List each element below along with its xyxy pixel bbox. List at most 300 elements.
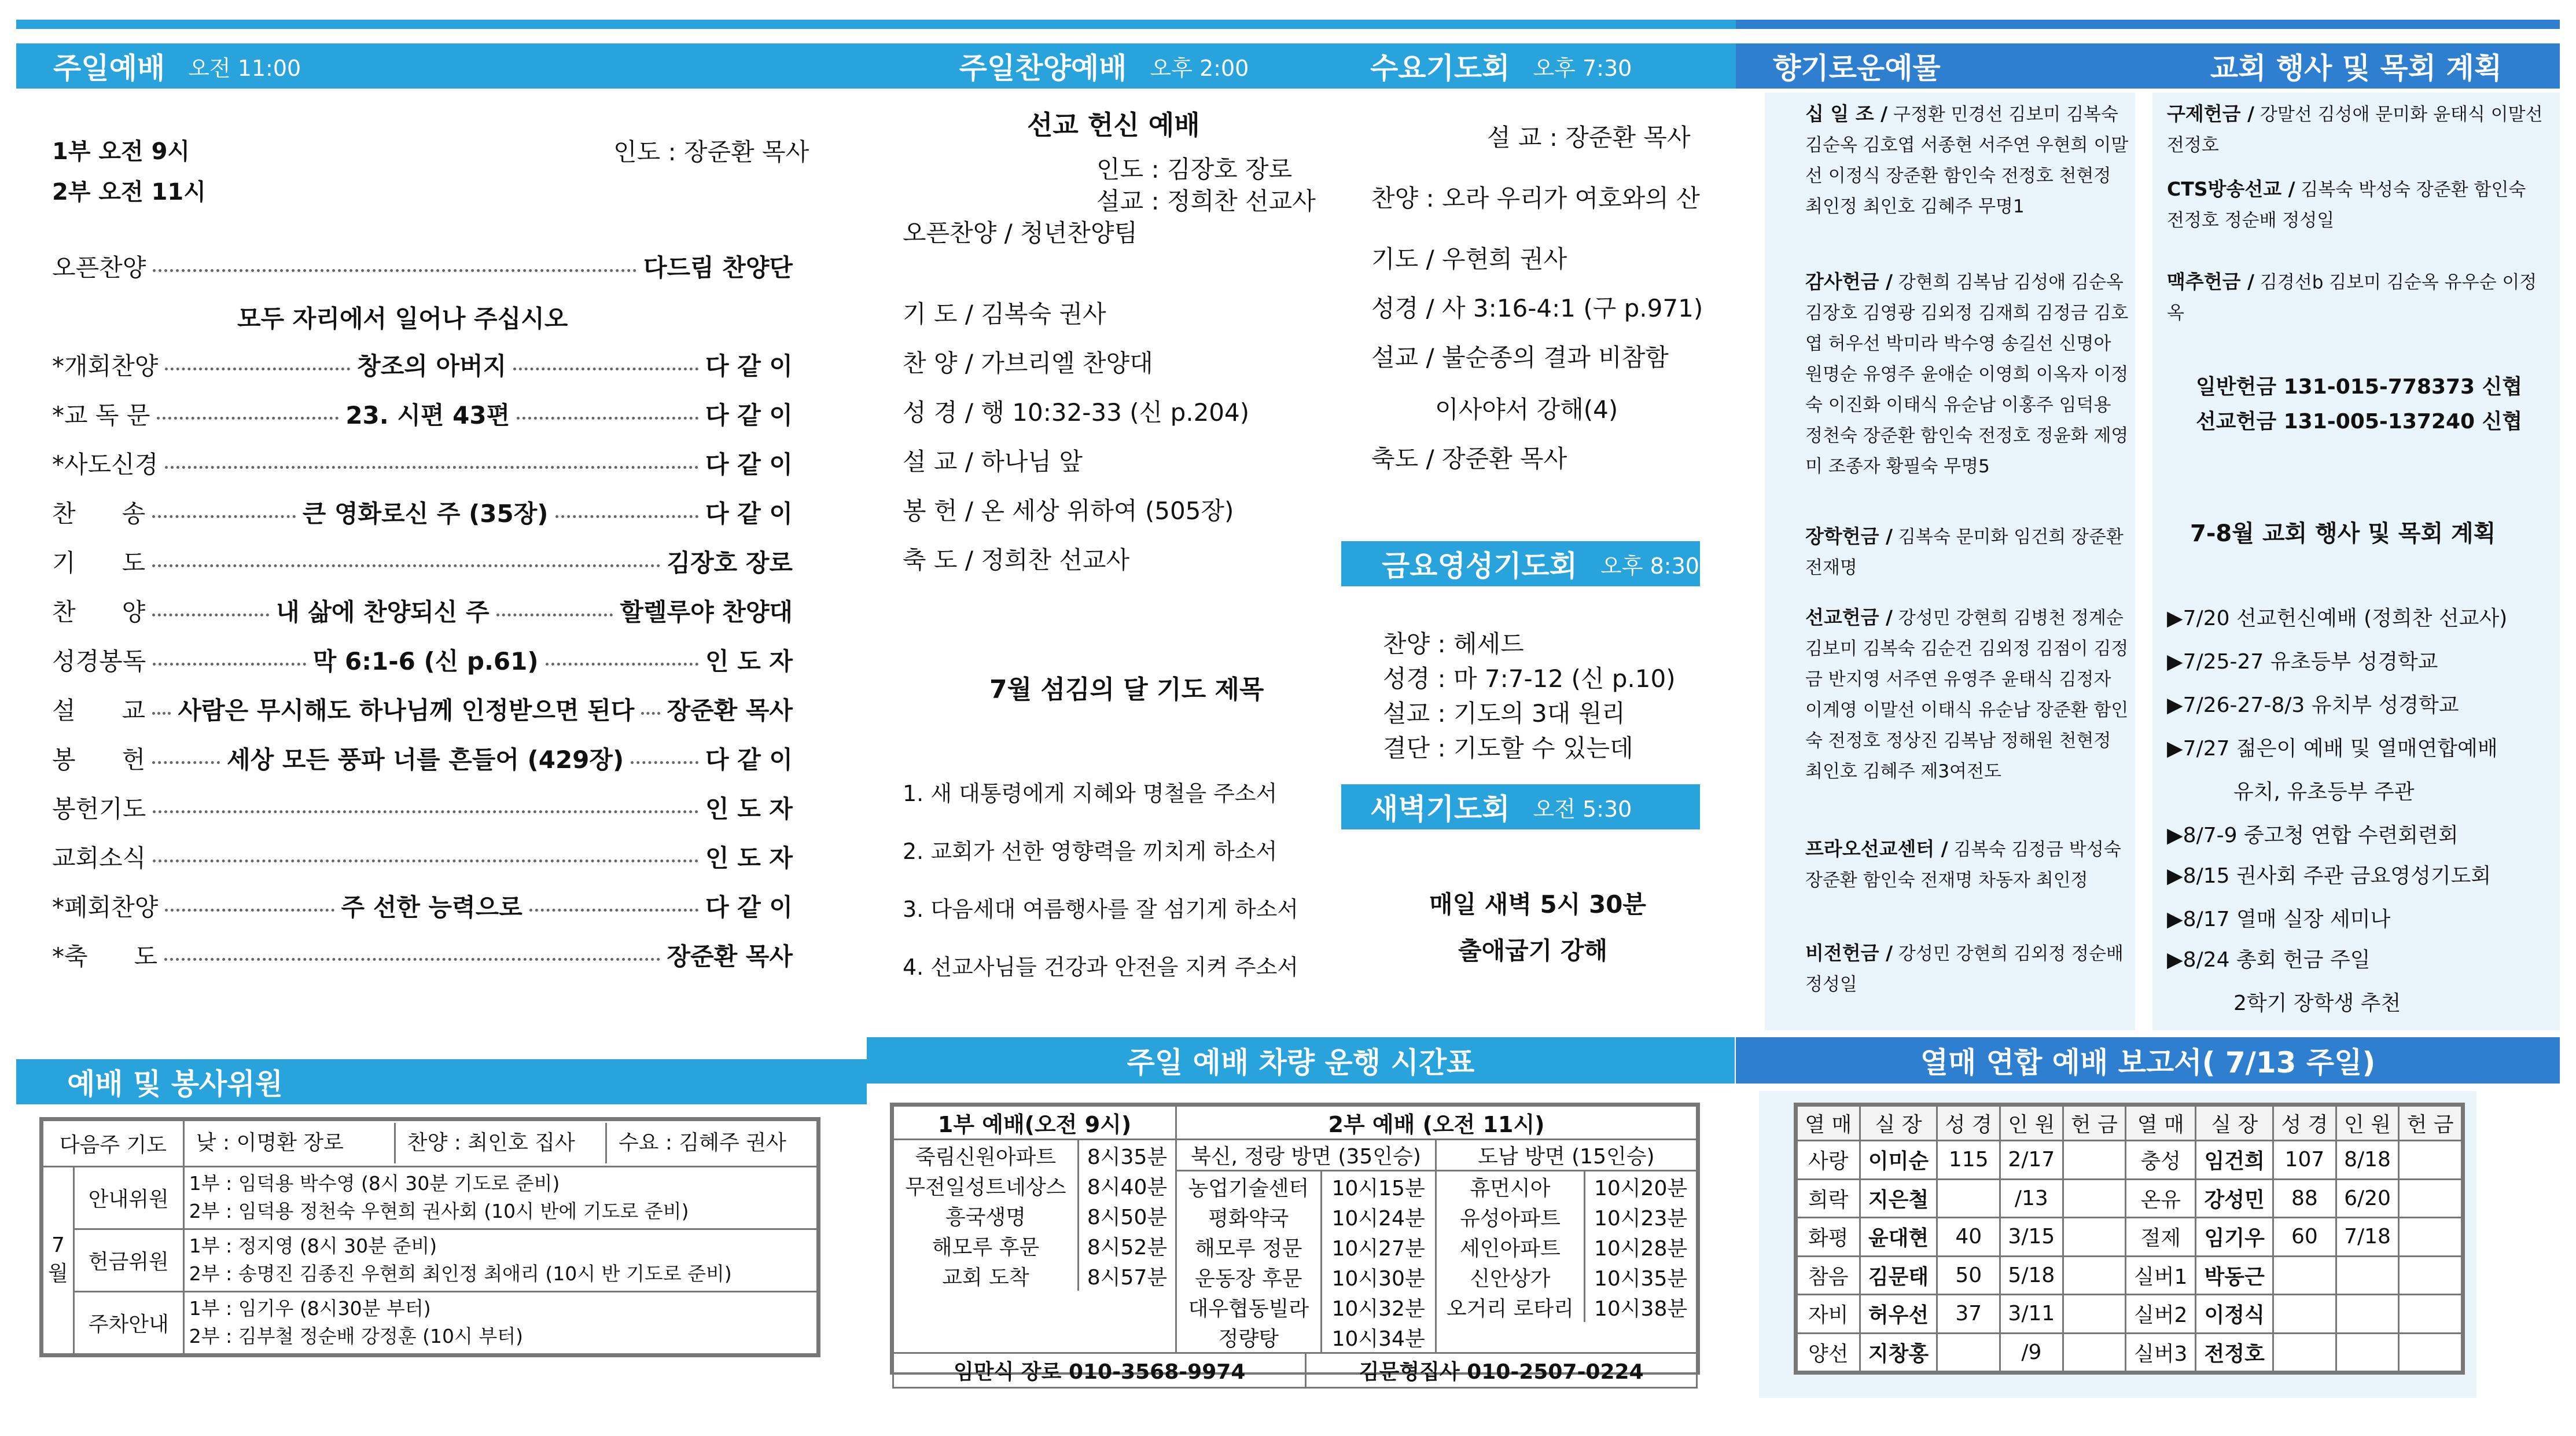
bus-stop: 흥국생명 <box>945 1205 1026 1229</box>
order-row <box>52 938 793 972</box>
offering-names: 구정환 민경선 김보미 김복숙 김순옥 김호엽 서종현 서주연 우현희 이말선 이정식 장준환 함인숙 전정호 천현정 최인정 최인호 김혜주 무명1 <box>1805 104 2129 217</box>
committee-members <box>183 1291 817 1354</box>
report-cell: 37 <box>1937 1295 2000 1334</box>
bus-time: 10시28분 <box>1585 1232 1696 1262</box>
report-cell <box>2273 1295 2336 1334</box>
second-service-members: 2부 : 임덕용 정천숙 우현희 권사회 (10시 반에 기도로 준비) <box>189 1200 689 1223</box>
bus-stop: 대우협동빌라 <box>1188 1297 1309 1321</box>
bus-time: 8시57분 <box>1078 1261 1175 1291</box>
report-cell <box>2063 1218 2126 1257</box>
bus-time: 10시32분 <box>1321 1292 1435 1322</box>
special-kind: 맥추헌금 / <box>2167 270 2255 293</box>
events-title: 교회 행사 및 목회 계획 <box>2210 52 2503 85</box>
order-label: 설 교 <box>52 696 146 725</box>
bus-table <box>892 1105 1698 1389</box>
report-cell: 지은철 <box>1860 1179 1937 1218</box>
bus-stop-row <box>1437 1202 1696 1232</box>
leader-dots <box>517 417 698 420</box>
order-row <box>52 888 793 923</box>
committee-table <box>42 1119 818 1355</box>
report-cell: 실버1 <box>2126 1256 2196 1295</box>
events-header <box>2152 43 2560 89</box>
bus-service-2: 2부 예배 (오전 11시) <box>1176 1106 1697 1140</box>
praise-line: 봉 헌 / 온 세상 위하여 (505장) <box>903 497 1234 525</box>
order-label: 기 도 <box>52 549 146 577</box>
report-cell <box>2273 1333 2336 1372</box>
order-leader: 김장호 장로 <box>667 549 793 577</box>
report-cell: 7/18 <box>2336 1218 2399 1257</box>
worship-section <box>52 116 809 996</box>
report-cell <box>2063 1256 2126 1295</box>
report-header <box>1736 1037 2560 1084</box>
bus-contact-2: 김문형집사 010-2507-0224 <box>1306 1353 1697 1388</box>
special-names: 김복숙 박성숙 장준환 함인숙 전정호 정순배 정성일 <box>2167 179 2526 231</box>
month-cell: 7월 <box>43 1166 74 1354</box>
report-cell: 지창홍 <box>1860 1333 1937 1372</box>
bus-service-1: 1부 예배(오전 9시) <box>893 1106 1176 1140</box>
plan-item: ▶7/27 젊은이 예배 및 열매연합예배 <box>2167 737 2498 761</box>
offering-entry <box>1805 521 2129 583</box>
report-table <box>1796 1105 2463 1372</box>
report-header-row <box>1797 1106 2462 1141</box>
report-cell: 88 <box>2273 1179 2336 1218</box>
plan-item: ▶8/17 열매 실장 세미나 <box>2167 908 2391 931</box>
offering-kind: 프라오선교센터 / <box>1805 838 1948 860</box>
report-cell: 임기우 <box>2196 1218 2273 1257</box>
report-col-header: 성 경 <box>1937 1106 2000 1141</box>
report-cell: 절제 <box>2126 1218 2196 1257</box>
service-1: 1부 오전 9시 <box>52 138 190 165</box>
second-service-members: 2부 : 김부철 정순배 강정훈 (10시 부터) <box>189 1325 523 1348</box>
praise-line: 기 도 / 김복숙 권사 <box>903 300 1106 328</box>
report-cell: 화평 <box>1797 1218 1860 1257</box>
order-item: 내 삶에 찬양되신 주 <box>276 598 490 626</box>
wed-prayer: 수요 : 김혜주 권사 <box>618 1131 786 1155</box>
report-cell: 8/18 <box>2336 1141 2399 1180</box>
praise-leader: 인도 : 김장호 장로 <box>1096 155 1293 183</box>
committee-row <box>43 1229 818 1291</box>
bus-stop: 정량탕 <box>1218 1327 1279 1351</box>
order-row <box>52 249 793 284</box>
order-label: 봉헌기도 <box>52 795 146 823</box>
committee-members <box>183 1166 817 1229</box>
order-row <box>52 446 793 480</box>
leader-dots <box>152 761 220 764</box>
order-item: 큰 영화로신 주 (35장) <box>302 500 549 528</box>
report-cell <box>2336 1295 2399 1334</box>
committee-table-box <box>39 1117 820 1357</box>
report-cell: 참음 <box>1797 1256 1860 1295</box>
order-leader: 다 같 이 <box>705 500 793 528</box>
plan-title: 7-8월 교회 행사 및 목회 계획 <box>2190 520 2496 547</box>
report-cell: 희락 <box>1797 1179 1860 1218</box>
bus-time: 10시24분 <box>1321 1202 1435 1232</box>
friday-title: 금요영성기도회 <box>1382 549 1578 583</box>
report-title: 열매 연합 예배 보고서( 7/13 주일) <box>1920 1046 2376 1079</box>
committee-row <box>43 1291 818 1354</box>
wed-title: 수요기도회 <box>1370 52 1510 85</box>
friday-line: 설교 : 기도의 3대 원리 <box>1383 699 1625 728</box>
bus-stop: 휴먼시아 <box>1470 1176 1551 1200</box>
bus-stop-row <box>1177 1232 1435 1262</box>
report-cell: 40 <box>1937 1218 2000 1257</box>
order-label: 찬 송 <box>52 500 146 528</box>
bus-stop-row <box>1437 1232 1696 1262</box>
bus-header <box>867 1037 1735 1084</box>
service-2: 2부 오전 11시 <box>52 179 206 205</box>
report-cell <box>1937 1333 2000 1372</box>
wed-line: 설교 / 불순종의 결과 비참함 <box>1371 343 1669 372</box>
report-cell: /9 <box>2000 1333 2063 1372</box>
report-cell: 107 <box>2273 1141 2336 1180</box>
report-cell: 전정호 <box>2196 1333 2273 1372</box>
bus-col-1 <box>893 1140 1176 1353</box>
report-cell: 김문태 <box>1860 1256 1937 1295</box>
bus-stop: 교회 도착 <box>942 1265 1029 1290</box>
order-leader: 할렐루야 찬양대 <box>620 598 793 626</box>
report-cell <box>2063 1295 2126 1334</box>
bus-time: 8시52분 <box>1078 1231 1175 1261</box>
report-col-header: 열 매 <box>1797 1106 1860 1141</box>
offering-title: 향기로운예물 <box>1773 52 1941 85</box>
offering-kind: 장학헌금 / <box>1805 525 1893 548</box>
dawn-line-1: 매일 새벽 5시 30분 <box>1429 890 1646 919</box>
bus-stop-row <box>894 1261 1175 1291</box>
plan-item: ▶7/25-27 유초등부 성경학교 <box>2167 650 2438 674</box>
bus-stop-row <box>894 1200 1175 1231</box>
report-cell: 실버2 <box>2126 1295 2196 1334</box>
order-label: *개회찬양 <box>52 352 159 380</box>
bus-col-2 <box>1176 1171 1436 1353</box>
order-leader: 다드림 찬양단 <box>643 254 793 282</box>
report-row <box>1797 1295 2462 1334</box>
offering-kind: 감사헌금 / <box>1805 270 1893 293</box>
first-service-members: 1부 : 정지영 (8시 30분 준비) <box>189 1235 437 1258</box>
report-cell: 허우선 <box>1860 1295 1937 1334</box>
report-col-header: 열 매 <box>2126 1106 2196 1141</box>
report-col-header: 헌 금 <box>2399 1106 2462 1141</box>
report-row <box>1797 1179 2462 1218</box>
report-cell: 강성민 <box>2196 1179 2273 1218</box>
bus-route-b: 도남 방면 (15인승) <box>1436 1140 1697 1171</box>
order-item: 사람은 무시해도 하나님께 인정받으면 된다 <box>178 696 635 725</box>
next-week-roles <box>183 1121 817 1167</box>
friday-line: 성경 : 마 7:7-12 (신 p.10) <box>1383 664 1676 693</box>
praise-preacher: 설교 : 정희찬 선교사 <box>1096 187 1316 215</box>
report-cell: 50 <box>1937 1256 2000 1295</box>
order-label: 오픈찬양 <box>52 254 146 282</box>
order-leader: 다 같 이 <box>705 745 793 774</box>
friday-time: 오후 8:30 <box>1600 553 1699 579</box>
leader-dots <box>164 958 660 961</box>
report-cell: 박동근 <box>2196 1256 2273 1295</box>
leader-dots <box>152 614 269 616</box>
first-service-members: 1부 : 임덕용 박수영 (8시 30분 기도로 준비) <box>189 1172 560 1195</box>
report-cell: 115 <box>1937 1141 2000 1180</box>
standing-note: 모두 자리에서 일어나 주십시오 <box>237 304 568 333</box>
report-cell: 윤대현 <box>1860 1218 1937 1257</box>
worship-leader: 인도 : 장준환 목사 <box>613 138 809 166</box>
report-row <box>1797 1141 2462 1180</box>
praise-prayer: 찬양 : 최인호 집사 <box>396 1123 607 1163</box>
special-names: 강말선 김성애 문미화 윤태식 이말선 전정호 <box>2167 104 2543 156</box>
order-leader: 장준환 목사 <box>667 696 793 725</box>
plan-item: ▶8/15 권사회 주관 금요영성기도회 <box>2167 864 2492 888</box>
wed-line: 이사야서 강해(4) <box>1435 395 1618 424</box>
order-label: 교회소식 <box>52 844 146 872</box>
bus-stop-row <box>1177 1171 1435 1202</box>
bus-stop: 유성아파트 <box>1459 1206 1561 1231</box>
praise-line: 축 도 / 정희찬 선교사 <box>903 546 1130 574</box>
report-cell: 온유 <box>2126 1179 2196 1218</box>
special-kind: CTS방송선교 / <box>2167 178 2295 200</box>
order-leader: 다 같 이 <box>705 893 793 921</box>
order-label: 봉 헌 <box>52 745 146 774</box>
wed-preacher: 설 교 : 장준환 목사 <box>1487 123 1691 152</box>
report-cell <box>2399 1256 2462 1295</box>
bus-stop-row <box>1177 1202 1435 1232</box>
wed-header <box>1341 43 1736 89</box>
bus-stop-row <box>1177 1292 1435 1322</box>
leader-dots <box>153 663 306 666</box>
friday-header <box>1341 541 1700 586</box>
report-cell <box>2336 1333 2399 1372</box>
report-cell <box>2399 1179 2462 1218</box>
leader-dots <box>631 761 698 764</box>
committee-role: 주차안내 <box>73 1291 183 1354</box>
report-cell <box>2399 1333 2462 1372</box>
report-cell <box>2336 1256 2399 1295</box>
report-cell: 60 <box>2273 1218 2336 1257</box>
bus-contact-1: 임만식 장로 010-3568-9974 <box>893 1353 1306 1388</box>
order-leader: 인 도 자 <box>705 795 793 823</box>
praise-header <box>867 43 1341 89</box>
bus-stop: 무전일성트네상스 <box>905 1175 1066 1199</box>
report-row <box>1797 1333 2462 1372</box>
order-label: *축 도 <box>52 942 158 971</box>
leader-dots <box>152 712 171 715</box>
bus-col-3 <box>1436 1171 1697 1353</box>
plan-item: ▶7/26-27-8/3 유치부 성경학교 <box>2167 693 2459 717</box>
bus-stop-row <box>894 1140 1175 1170</box>
bus-title: 주일 예배 차량 운행 시간표 <box>1127 1046 1475 1079</box>
special-names: 김경선b 김보미 김순옥 유우순 이정옥 <box>2167 272 2537 324</box>
report-col-header: 실 장 <box>1860 1106 1937 1141</box>
bus-time: 10시15분 <box>1321 1171 1435 1202</box>
bus-stop: 세인아파트 <box>1459 1236 1561 1261</box>
plan-item: 2학기 장학생 추천 <box>2233 991 2401 1015</box>
bus-stop: 해모루 정문 <box>1195 1236 1302 1261</box>
prayer-item: 1. 새 대통령에게 지혜와 명철을 주소서 <box>903 781 1278 806</box>
prayer-title: 7월 섬김의 달 기도 제목 <box>989 675 1264 704</box>
bus-stop: 해모루 후문 <box>932 1235 1040 1259</box>
report-cell: 양선 <box>1797 1333 1860 1372</box>
offering-entry <box>1805 602 2129 787</box>
praise-line: 오픈찬양 / 청년찬양팀 <box>903 219 1138 247</box>
bus-stop-row <box>1177 1262 1435 1292</box>
report-cell: 실버3 <box>2126 1333 2196 1372</box>
special-entry <box>2167 174 2549 236</box>
order-leader: 다 같 이 <box>705 401 793 429</box>
wed-time: 오후 7:30 <box>1533 55 1632 81</box>
bus-stop-row <box>1437 1171 1696 1202</box>
events-panel <box>2152 93 2560 1030</box>
report-cell: 3/11 <box>2000 1295 2063 1334</box>
wed-line: 기도 / 우현희 권사 <box>1371 245 1567 273</box>
plan-item: ▶8/7-9 중고청 연합 수련회련회 <box>2167 824 2459 847</box>
prayer-item: 3. 다음세대 여름행사를 잘 섬기게 하소서 <box>903 897 1298 922</box>
dawn-line-2: 출애굽기 강해 <box>1458 936 1608 965</box>
wed-line: 성경 / 사 3:16-4:1 (구 p.971) <box>1371 294 1703 322</box>
order-row <box>52 692 793 726</box>
leader-dots <box>153 810 698 813</box>
order-leader: 다 같 이 <box>705 450 793 479</box>
bus-time: 10시27분 <box>1321 1232 1435 1262</box>
wed-line: 찬양 : 오라 우리가 여호와의 산 <box>1371 184 1700 212</box>
bus-time: 10시30분 <box>1321 1262 1435 1292</box>
bus-stop-row <box>1437 1262 1696 1292</box>
report-cell <box>2063 1333 2126 1372</box>
leader-dots <box>165 909 334 912</box>
order-label: *교 독 문 <box>52 401 150 429</box>
leader-dots <box>153 860 698 862</box>
special-entry <box>2167 266 2549 329</box>
order-leader: 다 같 이 <box>705 352 793 380</box>
top-rule-dark <box>1736 20 2560 29</box>
order-item: 주 선한 능력으로 <box>341 893 522 921</box>
order-row <box>52 495 793 530</box>
report-cell <box>2399 1218 2462 1257</box>
report-col-header: 성 경 <box>2273 1106 2336 1141</box>
plan-item: 유치, 유초등부 주관 <box>2233 780 2415 804</box>
report-cell <box>2273 1256 2336 1295</box>
worship-time: 오전 11:00 <box>188 55 301 81</box>
praise-line: 성 경 / 행 10:32-33 (신 p.204) <box>903 398 1250 427</box>
report-cell <box>2063 1141 2126 1180</box>
prayer-item: 4. 선교사님들 건강과 안전을 지켜 주소서 <box>903 954 1298 980</box>
order-label: 찬 양 <box>52 598 146 626</box>
offering-entry <box>1805 266 2129 482</box>
committee-role: 헌금위원 <box>73 1229 183 1291</box>
wed-section <box>1371 98 1730 967</box>
bus-time: 8시35분 <box>1078 1140 1175 1170</box>
order-item: 창조의 아버지 <box>357 352 507 380</box>
bus-stop: 농업기술센터 <box>1188 1176 1309 1200</box>
bus-stop: 운동장 후문 <box>1195 1266 1302 1291</box>
report-cell: 자비 <box>1797 1295 1860 1334</box>
leader-dots <box>546 663 698 666</box>
prayer-item: 2. 교회가 선한 영향력을 끼치게 하소서 <box>903 839 1278 864</box>
report-col-header: 인 원 <box>2336 1106 2399 1141</box>
praise-title-text: 선교 헌신 예배 <box>1027 109 1200 141</box>
bus-time: 10시34분 <box>1321 1322 1435 1352</box>
leader-dots <box>153 269 636 272</box>
offering-kind: 비전헌금 / <box>1805 942 1893 964</box>
bus-stop-row <box>894 1170 1175 1200</box>
bus-time: 10시35분 <box>1585 1262 1696 1292</box>
bus-stop-row <box>1177 1322 1435 1352</box>
offering-entry <box>1805 833 2129 896</box>
leader-dots <box>555 515 699 518</box>
plan-item: ▶8/24 총회 헌금 주일 <box>2167 948 2371 972</box>
offering-names: 강성민 강현희 김외정 정순배 정성일 <box>1805 943 2124 995</box>
committee-role: 안내위원 <box>73 1166 183 1229</box>
committee-members <box>183 1229 817 1291</box>
bus-time: 10시38분 <box>1585 1292 1696 1322</box>
offering-names: 강현희 김복남 김성애 김순옥 김장호 김영광 김외정 김재희 김정금 김호엽 허우선 박미라 박수영 송길선 신명아 원명순 유영주 윤애순 이영희 이옥자 이정숙 이진화 이태식 유순남 이홍주 임덕용 정천숙 장준환 함인숙 전정호 정윤화 제영미 조종자 황필숙 무명5 <box>1805 272 2129 477</box>
report-cell <box>2399 1295 2462 1334</box>
order-item: 세상 모든 풍파 너를 흔들어 (429장) <box>227 745 624 774</box>
bus-stop: 오거리 로타리 <box>1446 1297 1574 1321</box>
order-row <box>52 544 793 579</box>
order-row <box>52 790 793 825</box>
leader-dots <box>157 417 338 420</box>
account-1: 일반헌금 131-015-778373 신협 <box>2196 375 2523 399</box>
leader-dots <box>165 368 350 370</box>
order-item: 막 6:1-6 (신 p.61) <box>312 647 539 675</box>
order-row <box>52 741 793 776</box>
praise-time: 오후 2:00 <box>1150 55 1249 81</box>
offering-header <box>1736 43 2152 89</box>
leader-dots <box>152 515 296 518</box>
report-table-box <box>1794 1103 2465 1375</box>
offering-panel <box>1765 93 2135 1030</box>
bus-time: 8시50분 <box>1078 1200 1175 1231</box>
noon-prayer: 낮 : 이명환 장로 <box>185 1123 396 1163</box>
praise-title: 주일찬양예배 <box>959 52 1127 85</box>
bus-stop-row <box>1437 1292 1696 1322</box>
leader-dots <box>496 614 613 616</box>
report-cell: 이미순 <box>1860 1141 1937 1180</box>
bus-time: 8시40분 <box>1078 1170 1175 1200</box>
order-row <box>52 642 793 677</box>
committee-title: 예배 및 봉사위원 <box>67 1067 283 1101</box>
order-row <box>52 593 793 628</box>
praise-line: 찬 양 / 가브리엘 찬양대 <box>903 349 1153 377</box>
order-leader: 인 도 자 <box>705 844 793 872</box>
order-item: 23. 시편 43편 <box>345 401 510 429</box>
worship-header <box>16 43 867 89</box>
order-label: 성경봉독 <box>52 647 146 675</box>
committee-header <box>16 1059 867 1104</box>
offering-names: 김복숙 김정금 박성숙 장준환 함인숙 전재명 차동자 최인정 <box>1805 839 2121 891</box>
report-cell <box>1937 1179 2000 1218</box>
report-col-header: 헌 금 <box>2063 1106 2126 1141</box>
second-service-members: 2부 : 송명진 김종진 우현희 최인정 최애리 (10시 반 기도로 준비) <box>189 1262 732 1286</box>
order-leader: 장준환 목사 <box>667 942 793 971</box>
report-cell: 6/20 <box>2336 1179 2399 1218</box>
dawn-header <box>1341 784 1700 829</box>
order-leader: 인 도 자 <box>705 647 793 675</box>
leader-dots <box>641 712 660 715</box>
order-row <box>52 347 793 382</box>
account-2: 선교헌금 131-005-137240 신협 <box>2196 410 2523 434</box>
committee-row <box>43 1166 818 1229</box>
bus-stop-row <box>894 1231 1175 1261</box>
bus-stop: 신안상가 <box>1470 1266 1551 1291</box>
bus-time: 10시20분 <box>1585 1171 1696 1202</box>
wed-line: 축도 / 장준환 목사 <box>1371 445 1567 473</box>
special-entry <box>2167 98 2549 161</box>
bus-stop: 평화약국 <box>1208 1206 1289 1231</box>
report-cell: 3/15 <box>2000 1218 2063 1257</box>
bus-time: 10시23분 <box>1585 1202 1696 1232</box>
offering-entry <box>1805 938 2129 1000</box>
offering-names: 강성민 강현희 김병천 정계순 김보미 김복숙 김순건 김외정 김점이 김정금 반지영 서주연 유영주 윤태식 김정자 이계영 이말선 이태식 유순남 장준환 함인숙 전정호 정상진 김복남 정해원 천현정 최인호 김혜주 제3여전도 <box>1805 608 2129 782</box>
next-week-label: 다음주 기도 <box>43 1121 184 1167</box>
report-cell: 5/18 <box>2000 1256 2063 1295</box>
first-service-members: 1부 : 임기우 (8시30분 부터) <box>189 1297 431 1320</box>
